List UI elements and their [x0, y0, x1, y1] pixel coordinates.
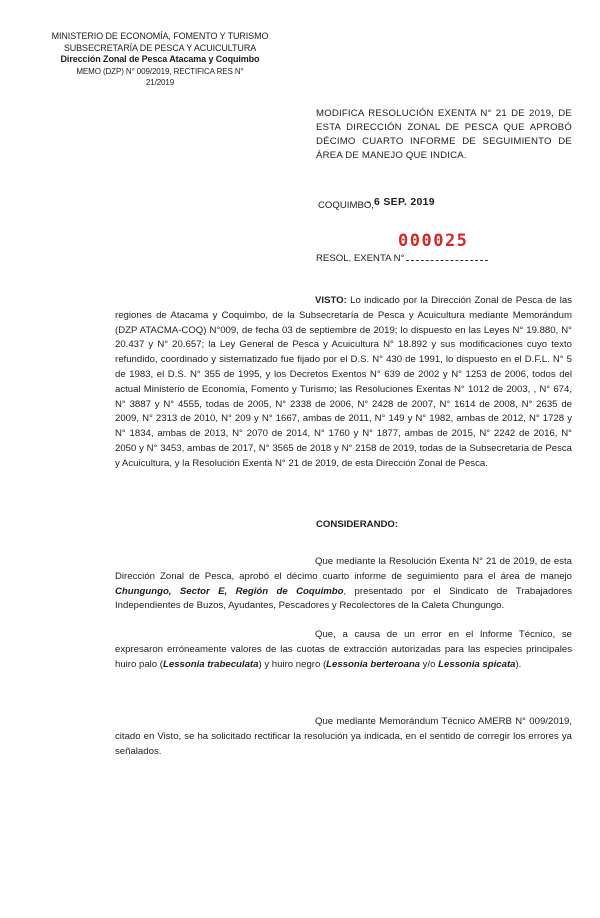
considerando-2-text-d: ). [515, 658, 522, 670]
considerando-heading: CONSIDERANDO: [316, 519, 399, 530]
resolution-number-line [316, 252, 488, 264]
ministry-line: MINISTERIO DE ECONOMÍA, FOMENTO Y TURISMO [51, 31, 269, 41]
considerando-paragraph-3 [115, 715, 572, 759]
subsecretaria-line: SUBSECRETARÍA DE PESCA Y ACUICULTURA [63, 42, 257, 53]
date-stamp: - 6 SEP. 2019 [367, 196, 435, 208]
resolution-title: MODIFICA RESOLUCIÓN EXENTA N° 21 DE 2019, DE ESTA DIRECCIÓN ZONAL DE PESCA QUE APROBÓ DÉCIMO CUARTO INFORME DE SEGUIMIENTO DE ÁREA DE MANEJO QUE INDICA. [316, 108, 572, 161]
letterhead [40, 31, 280, 89]
considerando-2-text-b: ) y huiro negro ( [258, 658, 327, 670]
considerando-2-text-a: Que, a causa de un error en el Informe Técnico, se expresaron erróneamente valores de las cuotas de extracción autorizadas para las especies principales huiro palo ( [115, 629, 572, 670]
resolution-blank-line [406, 252, 488, 261]
considerando-paragraph-2 [115, 628, 572, 672]
visto-text: Lo indicado por la Dirección Zonal de Pesca de las regiones de Atacama y Coquimbo, de la Subsecretaría de Pesca y Acuicultura mediante Memorándum (DZP ATACMA-COQ) N°009, de fecha 03 de septiembre de 2019; lo dispuesto en las Leyes N° 19.880, N° 20.437 y N° 20.657; la Ley General de Pesca y Acuicultura N° 18.892 y sus modificaciones cuyo texto refundido, coordinado y sistematizado fue fijado por el D.S. N° 430 de 1991, lo dispuesto en el D.F.L. N° 5 de 1983, el D.S. N° 355 de 1995, y los Decretos Exentos N° 639 de 2002 y N° 1253 de 2006, todos del actual Ministerio de Economía, Fomento y Turismo; las Resoluciones Exentas N° 1012 de 2003, , N° 674, N° 3887 y N° 4555, todas de 2005, N° 2338 de 2006, N° 2428 de 2007, N° 1614 de 2008, N° 2635 de 2009, N° 2313 de 2010, N° 209 y N° 1667, ambas de 2011, N° 149 y N° 1982, ambas de 2012, N° 1728 y N° 1834, ambas de 2013, N° 2070 de 2014, N° 1760 y N° 1877, ambas de 2015, N° 2242 de 2016, N° 2050 y N° 3453, ambas de 2017, N° 3565 de 2018 y N° 2158 de 2019, todas de la Subsecretaría de Pesca y Acuicultura, y la Resolución Exenta N° 21 de 2019, de esta Dirección Zonal de Pesca. [115, 295, 572, 469]
considerando-3-text: Que mediante Memorándum Técnico AMERB N° 009/2019, citado en Visto, se ha solicitado rectificar la resolución ya indicada, en el sentido de corregir los errores ya señalados. [115, 716, 572, 757]
resolution-number-stamp: 000025 [398, 231, 469, 251]
visto-paragraph [115, 294, 572, 472]
visto-label: VISTO: [315, 295, 347, 306]
species-1: Lessonia trabeculata [163, 658, 259, 670]
direccion-zonal-line: Dirección Zonal de Pesca Atacama y Coquimbo [60, 54, 260, 64]
considerando-1-text-a: Que mediante la Resolución Exenta N° 21 de 2019, de esta Dirección Zonal de Pesca, aprobó el décimo cuarto informe de seguimiento para el área de manejo [115, 556, 572, 582]
resolution-label: RESOL. EXENTA N° [316, 253, 405, 264]
considerando-paragraph-1 [115, 555, 572, 614]
memo-reference-line: MEMO (DZP) N° 009/2019, RECTIFICA RES N° [76, 66, 244, 76]
memo-reference-line-2: 21/2019 [145, 78, 175, 87]
considerando-2-text-c: y/o [420, 658, 439, 670]
species-2: Lessonia berteroana [326, 658, 421, 670]
area-name: Chungungo, Sector E, Región de Coquimbo [115, 585, 344, 597]
species-3: Lessonia spicata [438, 658, 516, 670]
place-label: COQUIMBO, [318, 200, 374, 211]
considerando-1-text-b: , presentado por el Sindicato de Trabajadores Independientes de Buzos, Ayudantes, Pescadores y Recolectores de la Caleta Chungungo. [115, 585, 572, 612]
